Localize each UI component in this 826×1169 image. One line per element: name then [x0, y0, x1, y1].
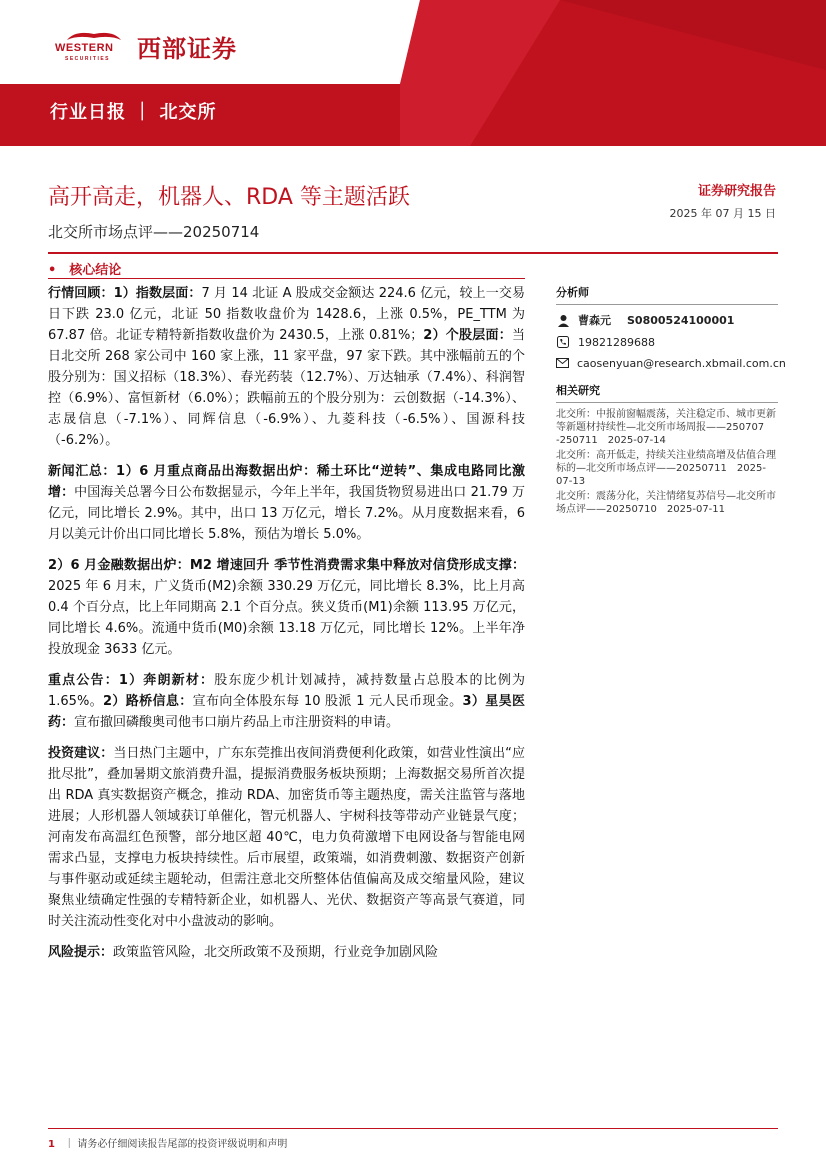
paragraph-heading: 行情回顾：1）指数层面：	[48, 286, 202, 301]
paragraph-text: 当日北交所 268 家公司中 160 家上涨，11 家平盘，97 家下跌。其中涨幅前五的个股分别为：国义招标（18.3%）、春光药装（12.7%）、万达轴承（7.4%）、科润智控（6.9%）、富恒新材（6.0%）；跌幅前五的个股分别为：云创数据（-14.3%）、志晟信息（-7.1%）、同辉信息（-6.9%）、九菱科技（-6.5%）、国源科技（-6.2%）。	[48, 328, 525, 448]
header-red-shape	[0, 0, 826, 146]
paragraph-text: 政策监管风险，北交所政策不及预期，行业竞争加剧风险	[113, 945, 439, 960]
footer-disclaimer: ｜ 请务必仔细阅读报告尾部的投资评级说明和声明	[64, 1139, 288, 1150]
paragraph-text: 7 月 14 北证 A 股成交金额达 224.6 亿元，较上一交易日下跌 23.0 亿元，北证 50 指数收盘价为 1428.6，上涨 0.5%，PE_TTM 为 67.87 倍。北证专精特新指数收盘价为 2430.5，上涨 0.81%；	[48, 286, 525, 343]
paragraph-heading: 重点公告：1）奔朗新材：	[48, 673, 215, 688]
paragraph-heading: 新闻汇总：1）6 月重点商品出海数据出炉：稀土环比“逆转”、集成电路同比激增：	[48, 464, 525, 500]
analyst-phone-row	[556, 335, 778, 349]
content-paragraph	[48, 670, 525, 733]
report-date: 2025 年 07 月 15 日	[669, 207, 776, 220]
header-band	[0, 0, 826, 146]
content-paragraph	[48, 283, 525, 451]
phone-icon	[556, 335, 570, 349]
paragraph-heading: 2）6 月金融数据出炉：M2 增速回升 季节性消费需求集中释放对信贷形成支撑：	[48, 558, 525, 573]
paragraph-text: 宣布撤回磷酸奥司他韦口崩片药品上市注册资料的申请。	[74, 715, 400, 730]
related-item[interactable]: 北交所：中报前窗幅震荡，关注稳定币、城市更新等新题材持续性—北交所市场周报——250707 -250711 2025-07-14	[556, 409, 776, 446]
paragraph-text: 中国海关总署今日公布数据显示，今年上半年，我国货物贸易进出口 21.79 万亿元，同比增长 2.9%。其中，出口 13 万亿元，增长 7.2%。从月度数据来看，6 月以美元计价出口同比增长 5.8%，预估为增长 5.0%。	[48, 485, 525, 542]
email-icon	[556, 356, 569, 370]
paragraph-text: 股东庞少机计划减持，减持数量占总股本的比例为 1.65%。	[48, 673, 525, 709]
logo-wordmark: WESTERN	[55, 42, 114, 54]
analyst-cert: S0800524100001	[627, 313, 735, 327]
page-footer	[48, 1135, 287, 1150]
title-divider	[48, 252, 778, 254]
bull-horn-icon	[55, 28, 133, 42]
related-item[interactable]: 北交所：震荡分化，关注情绪复苏信号—北交所市场点评——20250710 2025-07-11	[556, 491, 776, 515]
report-category: 行业日报 ｜ 北交所	[50, 102, 217, 123]
paragraph-text: 2025 年 6 月末，广义货币(M2)余额 330.29 万亿元，同比增长 8.3%，比上月高 0.4 个百分点，比上年同期高 2.1 个百分点。狭义货币(M1)余额 113.95 万亿元，同比增长 4.6%。流通中货币(M0)余额 13.18 万亿元，同比增长 12%。上半年净投放现金 3633 亿元。	[48, 579, 525, 657]
analyst-email-row	[556, 356, 786, 370]
analyst-name: 曹森元	[578, 314, 611, 327]
paragraph-heading: 2）个股层面：	[423, 328, 512, 343]
related-research-panel	[556, 382, 778, 518]
analyst-divider	[556, 304, 778, 305]
related-divider	[556, 402, 778, 403]
page-number: 1	[48, 1139, 55, 1150]
related-heading: 相关研究	[556, 384, 600, 397]
report-type-label: 证券研究报告	[697, 184, 776, 199]
content-paragraph	[48, 942, 525, 963]
content-paragraph	[48, 555, 525, 660]
analyst-panel	[556, 284, 786, 370]
section-divider	[48, 278, 525, 279]
western-logo-mark	[55, 28, 133, 64]
person-icon	[556, 313, 570, 327]
footer-divider	[48, 1128, 778, 1129]
page-subtitle: 北交所市场点评——20250714	[48, 223, 260, 241]
related-item[interactable]: 北交所：高开低走，持续关注业绩高增及估值合理标的—北交所市场点评——20250711 2025-07-13	[556, 450, 776, 487]
paragraph-heading: 投资建议：	[48, 746, 114, 761]
content-paragraph	[48, 461, 525, 545]
logo-subtext: SECURITIES	[65, 56, 111, 62]
analyst-heading: 分析师	[556, 286, 589, 299]
brand-name: 西部证券	[137, 34, 237, 63]
paragraph-heading: 2）路桥信息：	[103, 694, 193, 709]
analyst-email[interactable]: caosenyuan@research.xbmail.com.cn	[577, 356, 786, 370]
main-content	[48, 283, 525, 973]
analyst-phone: 19821289688	[578, 335, 655, 349]
paragraph-text: 当日热门主题中，广东东莞推出夜间消费便利化政策，如营业性演出“应批尽批”，叠加暑期文旅消费升温，提振消费服务板块预期；上海数据交易所首次提出 RDA 真实数据资产概念，推动 RDA、加密货币等主题热度，需关注监管与落地进展；人形机器人领域获订单催化，智元机器人、宇树科技等带动产业链景气度；河南发布高温红色预警，部分地区超 40℃，电力负荷激增下电网设备与智能电网需求凸显，支撑电力板块持续性。后市展望，政策端，如消费刺激、数据资产创新与事件驱动或延续主题轮动，但需注意北交所整体估值偏高及成交缩量风险，建议聚焦业绩确定性强的专精特新企业，如机器人、光伏、数据资产等高景气赛道，同时关注流动性变化对中小盘波动的影响。	[48, 746, 525, 929]
analyst-name-row	[556, 312, 778, 328]
page-title: 高开高走，机器人、RDA 等主题活跃	[48, 185, 410, 210]
content-paragraph	[48, 743, 525, 932]
paragraph-text: 宣布向全体股东每 10 股派 1 元人民币现金。	[192, 694, 463, 709]
brand-logo	[55, 28, 237, 64]
paragraph-heading: 风险提示：	[48, 945, 114, 960]
related-list	[556, 408, 778, 516]
section-heading: • 核心结论	[48, 263, 122, 278]
paragraph-heading: 3）星昊医药：	[48, 694, 526, 730]
